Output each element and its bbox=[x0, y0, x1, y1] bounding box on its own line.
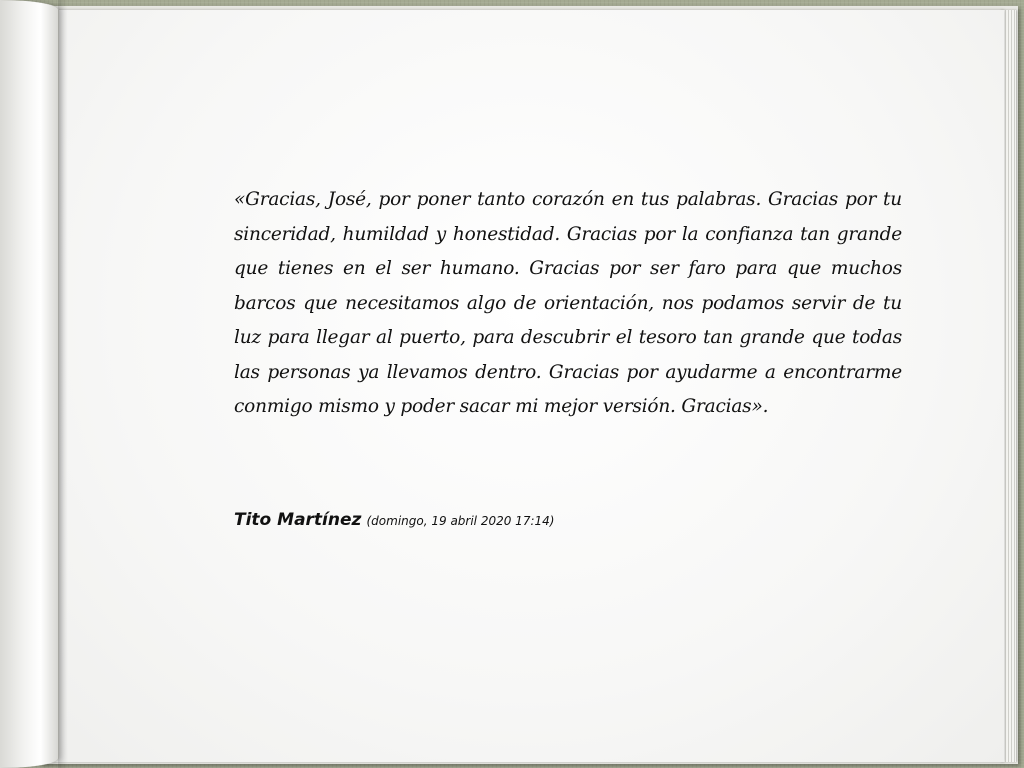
testimonial-quote: «Gracias, José, por poner tanto corazón en tus palabras. Gracias por tu sinceridad, humildad y honestidad. Gracias por la confianza tan grande que tienes en el ser humano. Gracias por ser faro para que muchos barcos que necesitamos algo de orientación, nos podamos servir de tu luz para llegar al puerto, para descubrir el tesoro tan grande que todas las personas ya llevamos dentro. Gracias por ayudarme a encontrarme conmigo mismo y poder sacar mi mejor versión. Gracias». bbox=[234, 189, 902, 417]
post-date: (domingo, 19 abril 2020 17:14) bbox=[366, 514, 555, 528]
author-name: Tito Martínez bbox=[234, 510, 362, 530]
testimonial-signature bbox=[234, 510, 834, 530]
page-curl[interactable] bbox=[0, 0, 59, 768]
